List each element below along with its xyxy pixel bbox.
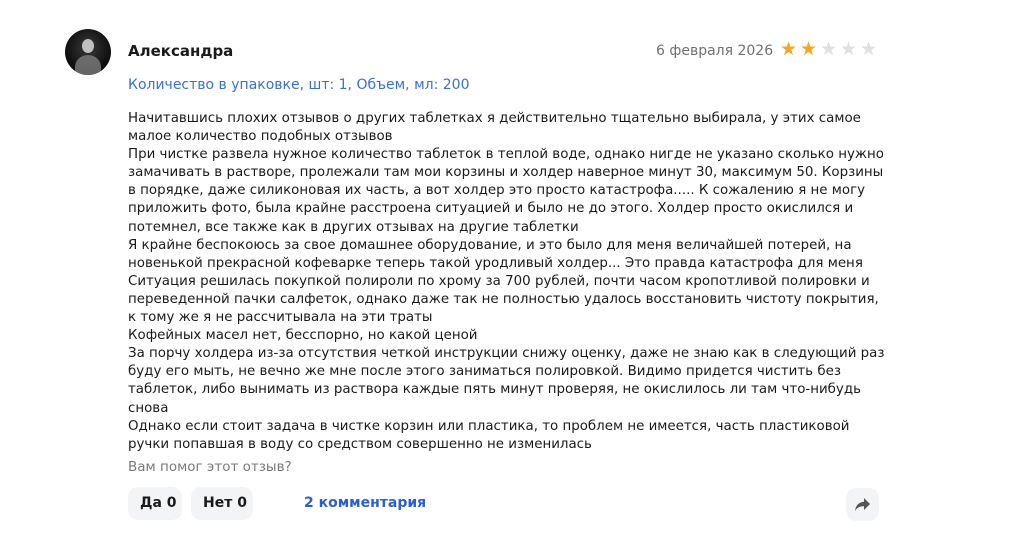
helpful-question: Вам помог этот отзыв? bbox=[128, 459, 292, 475]
comments-link[interactable]: 2 комментария bbox=[304, 495, 427, 511]
product-variant[interactable]: Количество в упаковке, шт: 1, Объем, мл: 200 bbox=[128, 77, 470, 93]
rating-stars bbox=[779, 40, 878, 59]
review-paragraph: Кофейных масел нет, бесспорно, но какой ценой bbox=[128, 328, 478, 344]
review-paragraph: Ситуация решилась покупкой полироли по хрому за 700 рублей, почти часом кропотливой полировки и переведенной пачки салфеток, однако даже так не полностью удалось восстановить чистоту покрытия, к тому же я не рассчитывала на эти траты bbox=[128, 273, 879, 326]
star-icon: ★ bbox=[819, 38, 838, 60]
review-paragraph: При чистке развела нужное количество таблеток в теплой воде, однако нигде не указано сколько нужно замачивать в растворе, пролежали там мои корзины и холдер наверное минут 30, максимум 50. Корзины в порядке, даже силиконовая их часть, а вот холдер это просто катастрофа..... К сожалению я не могу приложить фото, была крайне расстроена ситуацией и было не до этого. Холдер просто окислился и потемнел, все также как в других отзывах на другие таблетки bbox=[128, 147, 884, 235]
helpful-yes-button[interactable]: Да 0 bbox=[128, 487, 182, 520]
star-icon: ★ bbox=[799, 38, 818, 60]
review-paragraph: Я крайне беспокоюсь за свое домашнее оборудование, и это было для меня величайшей потерей, на новенькой прекрасной кофеварке теперь такой уродливый холдер... Это правда катастрофа для меня bbox=[128, 237, 863, 271]
avatar-figure-head bbox=[82, 39, 94, 53]
review-paragraph: Начитавшись плохих отзывов о других таблетках я действительно тщательно выбирала, у этих самое малое количество подобных отзывов bbox=[128, 111, 861, 145]
star-icon: ★ bbox=[859, 38, 878, 60]
review-paragraph: За порчу холдера из-за отсутствия четкой инструкции снижу оценку, даже не знаю как в следующий раз буду его мыть, не вечно же мне после этого заниматься полировкой. Видимо придется чистить без таблеток, либо вынимать из раствора каждые пять минут проверяя, не окислилось ли там что-нибудь снова bbox=[128, 346, 885, 416]
share-button[interactable] bbox=[846, 488, 879, 521]
star-icon: ★ bbox=[779, 38, 798, 60]
review-paragraph: Однако если стоит задача в чистке корзин или пластика, то проблем не имеется, часть пластиковой ручки попавшая в воду со средством совершенно не изменилась bbox=[128, 418, 850, 452]
helpful-no-button[interactable]: Нет 0 bbox=[191, 487, 253, 520]
author-name[interactable]: Александра bbox=[128, 42, 234, 60]
avatar-figure-body bbox=[75, 55, 101, 75]
share-arrow-icon bbox=[854, 497, 871, 512]
review-text bbox=[128, 110, 888, 454]
review-date: 6 февраля 2026 bbox=[656, 43, 774, 59]
star-icon: ★ bbox=[839, 38, 858, 60]
avatar[interactable] bbox=[65, 29, 111, 75]
